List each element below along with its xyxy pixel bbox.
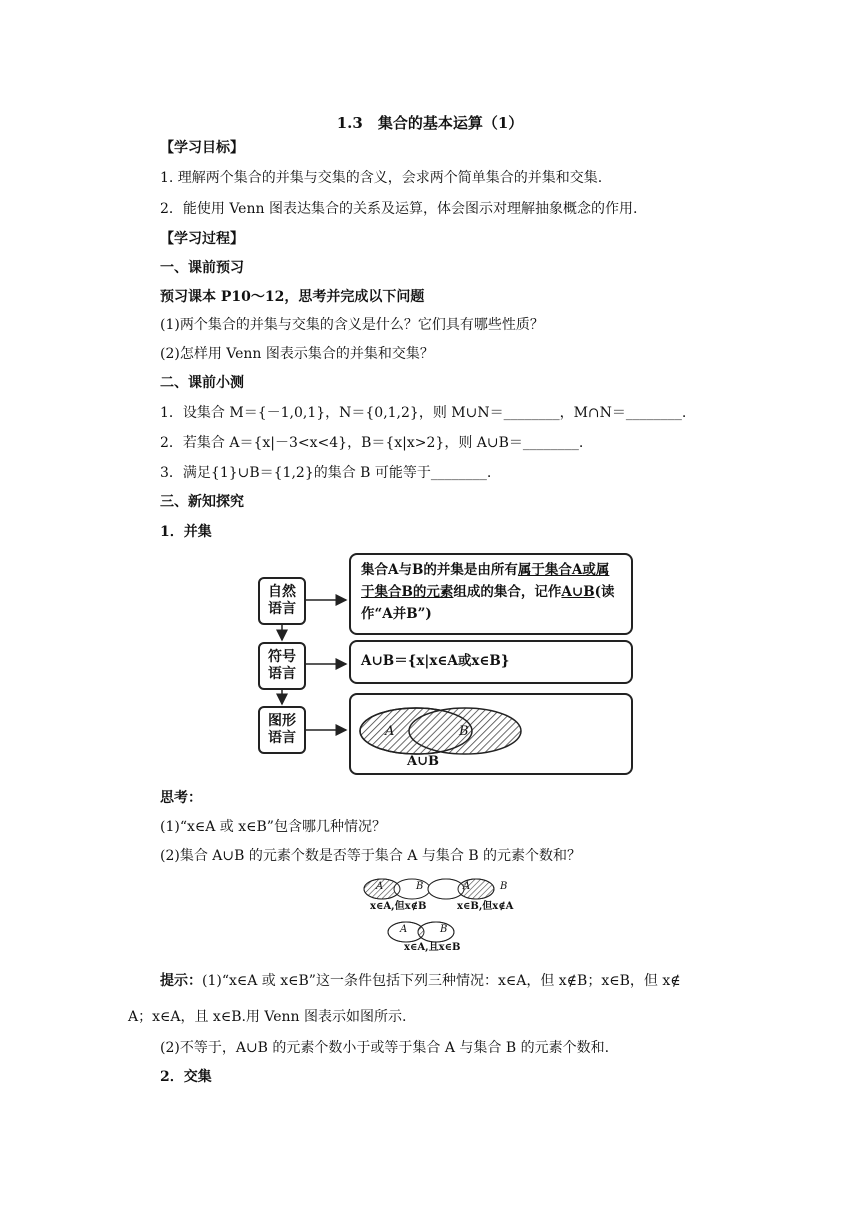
quiz-question-3: 3．满足{1}∪B＝{1,2}的集合 B 可能等于________. xyxy=(160,465,492,481)
label-line: 语言 xyxy=(268,601,296,617)
union-heading: 1．并集 xyxy=(160,524,212,540)
definition-part: 组成的集合，记作 xyxy=(453,584,562,600)
section-2-heading: 二、课前小测 xyxy=(160,375,244,391)
quiz-question-2: 2．若集合 A＝{x|－3<x<4}，B＝{x|x>2}，则 A∪B＝________. xyxy=(160,435,584,451)
preview-question-2: (2)怎样用 Venn 图表示集合的并集和交集？ xyxy=(160,346,434,362)
intersection-heading: 2．交集 xyxy=(160,1069,212,1085)
definition-part: 于集合B的元素 xyxy=(361,584,454,600)
definition-part: 作“A并B”) xyxy=(361,606,432,622)
quiz-question-1: 1．设集合 M＝{－1,0,1}，N＝{0,1,2}，则 M∪N＝________，M∩N＝________. xyxy=(160,405,687,421)
label-line: 符号 xyxy=(268,649,296,665)
case1-label-a: A xyxy=(376,881,384,892)
hint-label: 提示： xyxy=(160,973,202,989)
case2-caption: x∈B,但x∉A xyxy=(457,901,514,912)
case3-label-b: B xyxy=(440,924,448,935)
label-line: 语言 xyxy=(268,666,296,682)
definition-part: (读 xyxy=(594,584,615,600)
page-title: 1.3 集合的基本运算（1） xyxy=(336,114,524,132)
section-1-heading: 一、课前预习 xyxy=(160,260,244,276)
goals-heading: 【学习目标】 xyxy=(160,140,244,156)
label-line: 自然 xyxy=(268,584,296,600)
venn-caption: A∪B xyxy=(407,754,439,769)
process-heading: 【学习过程】 xyxy=(160,231,244,247)
case1-label-b: B xyxy=(416,881,424,892)
symbol-language-box xyxy=(349,640,633,684)
graphic-language-box xyxy=(349,693,633,775)
goal-2: 2．能使用 Venn 图表达集合的关系及运算，体会图示对理解抽象概念的作用. xyxy=(160,201,638,217)
union-formula: A∪B＝{x|x∈A或x∈B} xyxy=(361,653,510,669)
case2-label-b: B xyxy=(500,881,508,892)
think-question-2: (2)集合 A∪B 的元素个数是否等于集合 A 与集合 B 的元素个数和？ xyxy=(160,848,582,864)
definition-part: 属于集合A或属 xyxy=(517,562,610,578)
label-line: 图形 xyxy=(268,713,296,729)
case3-label-a: A xyxy=(400,924,408,935)
think-question-1: (1)“x∈A 或 x∈B”包含哪几种情况？ xyxy=(160,819,386,835)
definition-part: A∪B xyxy=(561,584,595,600)
natural-language-box xyxy=(349,553,633,635)
section-3-heading: 三、新知探究 xyxy=(160,494,244,510)
preview-question-1: (1)两个集合的并集与交集的含义是什么？它们具有哪些性质？ xyxy=(160,317,544,333)
hint-line-2: A；x∈A，且 x∈B.用 Venn 图表示如图所示. xyxy=(128,1009,407,1025)
venn-label-b: B xyxy=(459,724,469,739)
venn-label-a: A xyxy=(385,724,395,739)
union-definition xyxy=(351,555,631,629)
case1-caption: x∈A,但x∉B xyxy=(370,901,427,912)
definition-part: 集合A与B的并集是由所有 xyxy=(361,562,518,578)
goal-1: 1. 理解两个集合的并集与交集的含义，会求两个简单集合的并集和交集. xyxy=(160,170,603,186)
case2-label-a: A xyxy=(463,881,471,892)
section-1-subheading: 预习课本 P10～12，思考并完成以下问题 xyxy=(160,289,425,305)
hint-text-1: (1)“x∈A 或 x∈B”这一条件包括下列三种情况：x∈A，但 x∉B；x∈B，但 x∉ xyxy=(202,973,681,989)
case3-caption: x∈A,且x∈B xyxy=(404,942,461,953)
label-line: 语言 xyxy=(268,730,296,746)
hint-line-1 xyxy=(160,972,681,990)
hint-line-3: (2)不等于，A∪B 的元素个数小于或等于集合 A 与集合 B 的元素个数和. xyxy=(160,1040,610,1056)
think-heading: 思考： xyxy=(160,790,202,806)
